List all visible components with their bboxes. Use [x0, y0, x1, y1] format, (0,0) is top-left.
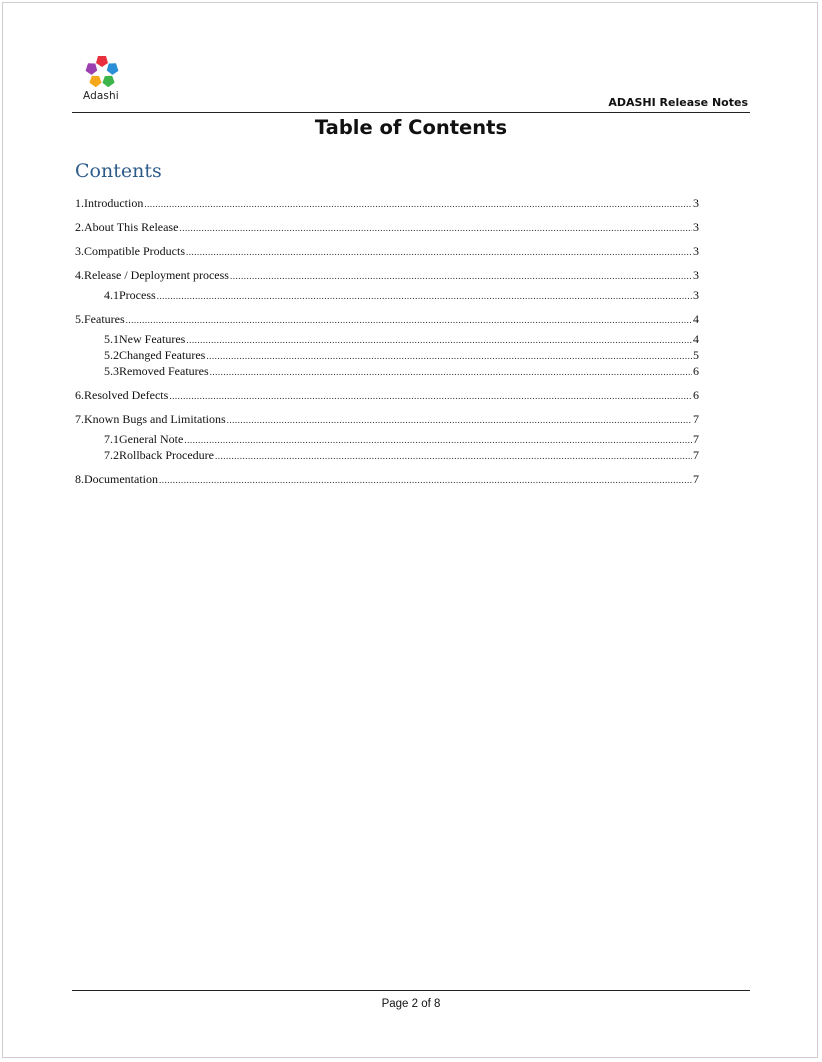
- toc-entry[interactable]: [75, 268, 699, 284]
- toc-entry[interactable]: [75, 196, 699, 212]
- toc-entry[interactable]: [104, 364, 699, 380]
- toc-entry-page[interactable]: 7: [693, 472, 699, 486]
- toc-dot-leader: [157, 291, 692, 301]
- toc-entry-page[interactable]: 3: [693, 288, 699, 302]
- toc-dot-leader: [186, 335, 692, 345]
- toc-entry-label[interactable]: Resolved Defects: [84, 388, 169, 402]
- toc-entry-label[interactable]: Process: [119, 288, 156, 302]
- toc-entry-label[interactable]: New Features: [119, 332, 186, 346]
- toc-entry[interactable]: [75, 412, 699, 428]
- toc-entry-label[interactable]: Compatible Products: [84, 244, 185, 258]
- toc-entry[interactable]: [104, 448, 699, 464]
- toc-entry-page[interactable]: 7: [693, 432, 699, 446]
- toc-entry-number: 3.: [75, 244, 84, 258]
- toc-entry-label[interactable]: Known Bugs and Limitations: [84, 412, 226, 426]
- toc-entry-label[interactable]: Introduction: [84, 196, 144, 210]
- toc-entry-page[interactable]: 5: [693, 348, 699, 362]
- toc-dot-leader: [169, 391, 692, 401]
- toc-entry-page[interactable]: 3: [693, 268, 699, 282]
- toc-dot-leader: [230, 271, 692, 281]
- toc-entry-number: 7.2: [104, 448, 119, 462]
- toc-entry-label[interactable]: Rollback Procedure: [119, 448, 214, 462]
- toc-entry-number: 8.: [75, 472, 84, 486]
- toc-dot-leader: [215, 451, 692, 461]
- toc-entry-page[interactable]: 4: [693, 332, 699, 346]
- toc-entry[interactable]: [104, 288, 699, 304]
- toc-entry[interactable]: [104, 348, 699, 364]
- toc-entry-label[interactable]: Documentation: [84, 472, 158, 486]
- toc-entry-number: 6.: [75, 388, 84, 402]
- toc-entry-label[interactable]: Removed Features: [119, 364, 209, 378]
- toc-entry-number: 7.1: [104, 432, 119, 446]
- toc-entry-number: 4.1: [104, 288, 119, 302]
- toc-entry-page[interactable]: 4: [693, 312, 699, 326]
- toc-dot-leader: [210, 367, 692, 377]
- toc-dot-leader: [144, 199, 692, 209]
- toc-entry-page[interactable]: 3: [693, 196, 699, 210]
- toc-entry-page[interactable]: 6: [693, 388, 699, 402]
- header-divider: [72, 112, 750, 113]
- logo-text: Adashi: [83, 90, 119, 102]
- toc-dot-leader: [159, 475, 692, 485]
- header-title: ADASHI Release Notes: [608, 96, 748, 109]
- toc-entry[interactable]: [75, 244, 699, 260]
- toc-entry-number: 7.: [75, 412, 84, 426]
- toc-entry-number: 5.: [75, 312, 84, 326]
- toc-dot-leader: [126, 315, 692, 325]
- toc-entry-page[interactable]: 6: [693, 364, 699, 378]
- toc-entry-page[interactable]: 3: [693, 220, 699, 234]
- toc-entry-label[interactable]: About This Release: [84, 220, 179, 234]
- toc-entry[interactable]: [75, 472, 699, 488]
- toc-entry-number: 5.2: [104, 348, 119, 362]
- toc-entry[interactable]: [75, 312, 699, 328]
- toc-entry[interactable]: [104, 332, 699, 348]
- toc-entry-label[interactable]: Features: [84, 312, 125, 326]
- toc-entry-label[interactable]: Release / Deployment process: [84, 268, 229, 282]
- toc-dot-leader: [186, 247, 692, 257]
- toc-entry-number: 5.3: [104, 364, 119, 378]
- footer-divider: [72, 990, 750, 991]
- page-number: Page 2 of 8: [381, 998, 441, 1010]
- toc-dot-leader: [206, 351, 692, 361]
- toc-entry-label[interactable]: General Note: [119, 432, 184, 446]
- toc-entry-number: 2.: [75, 220, 84, 234]
- toc-entry-number: 5.1: [104, 332, 119, 346]
- toc-entry-page[interactable]: 3: [693, 244, 699, 258]
- toc-entry[interactable]: [75, 388, 699, 404]
- toc-entry-page[interactable]: 7: [693, 448, 699, 462]
- toc-entry[interactable]: [104, 432, 699, 448]
- page-title: Table of Contents: [314, 116, 508, 139]
- toc-entry-number: 1.: [75, 196, 84, 210]
- toc-entry-label[interactable]: Changed Features: [119, 348, 206, 362]
- toc-dot-leader: [227, 415, 692, 425]
- contents-heading: Contents: [75, 160, 162, 182]
- toc-dot-leader: [184, 435, 692, 445]
- toc-dot-leader: [179, 223, 692, 233]
- toc-entry-page[interactable]: 7: [693, 412, 699, 426]
- toc-entry-number: 4.: [75, 268, 84, 282]
- toc-entry[interactable]: [75, 220, 699, 236]
